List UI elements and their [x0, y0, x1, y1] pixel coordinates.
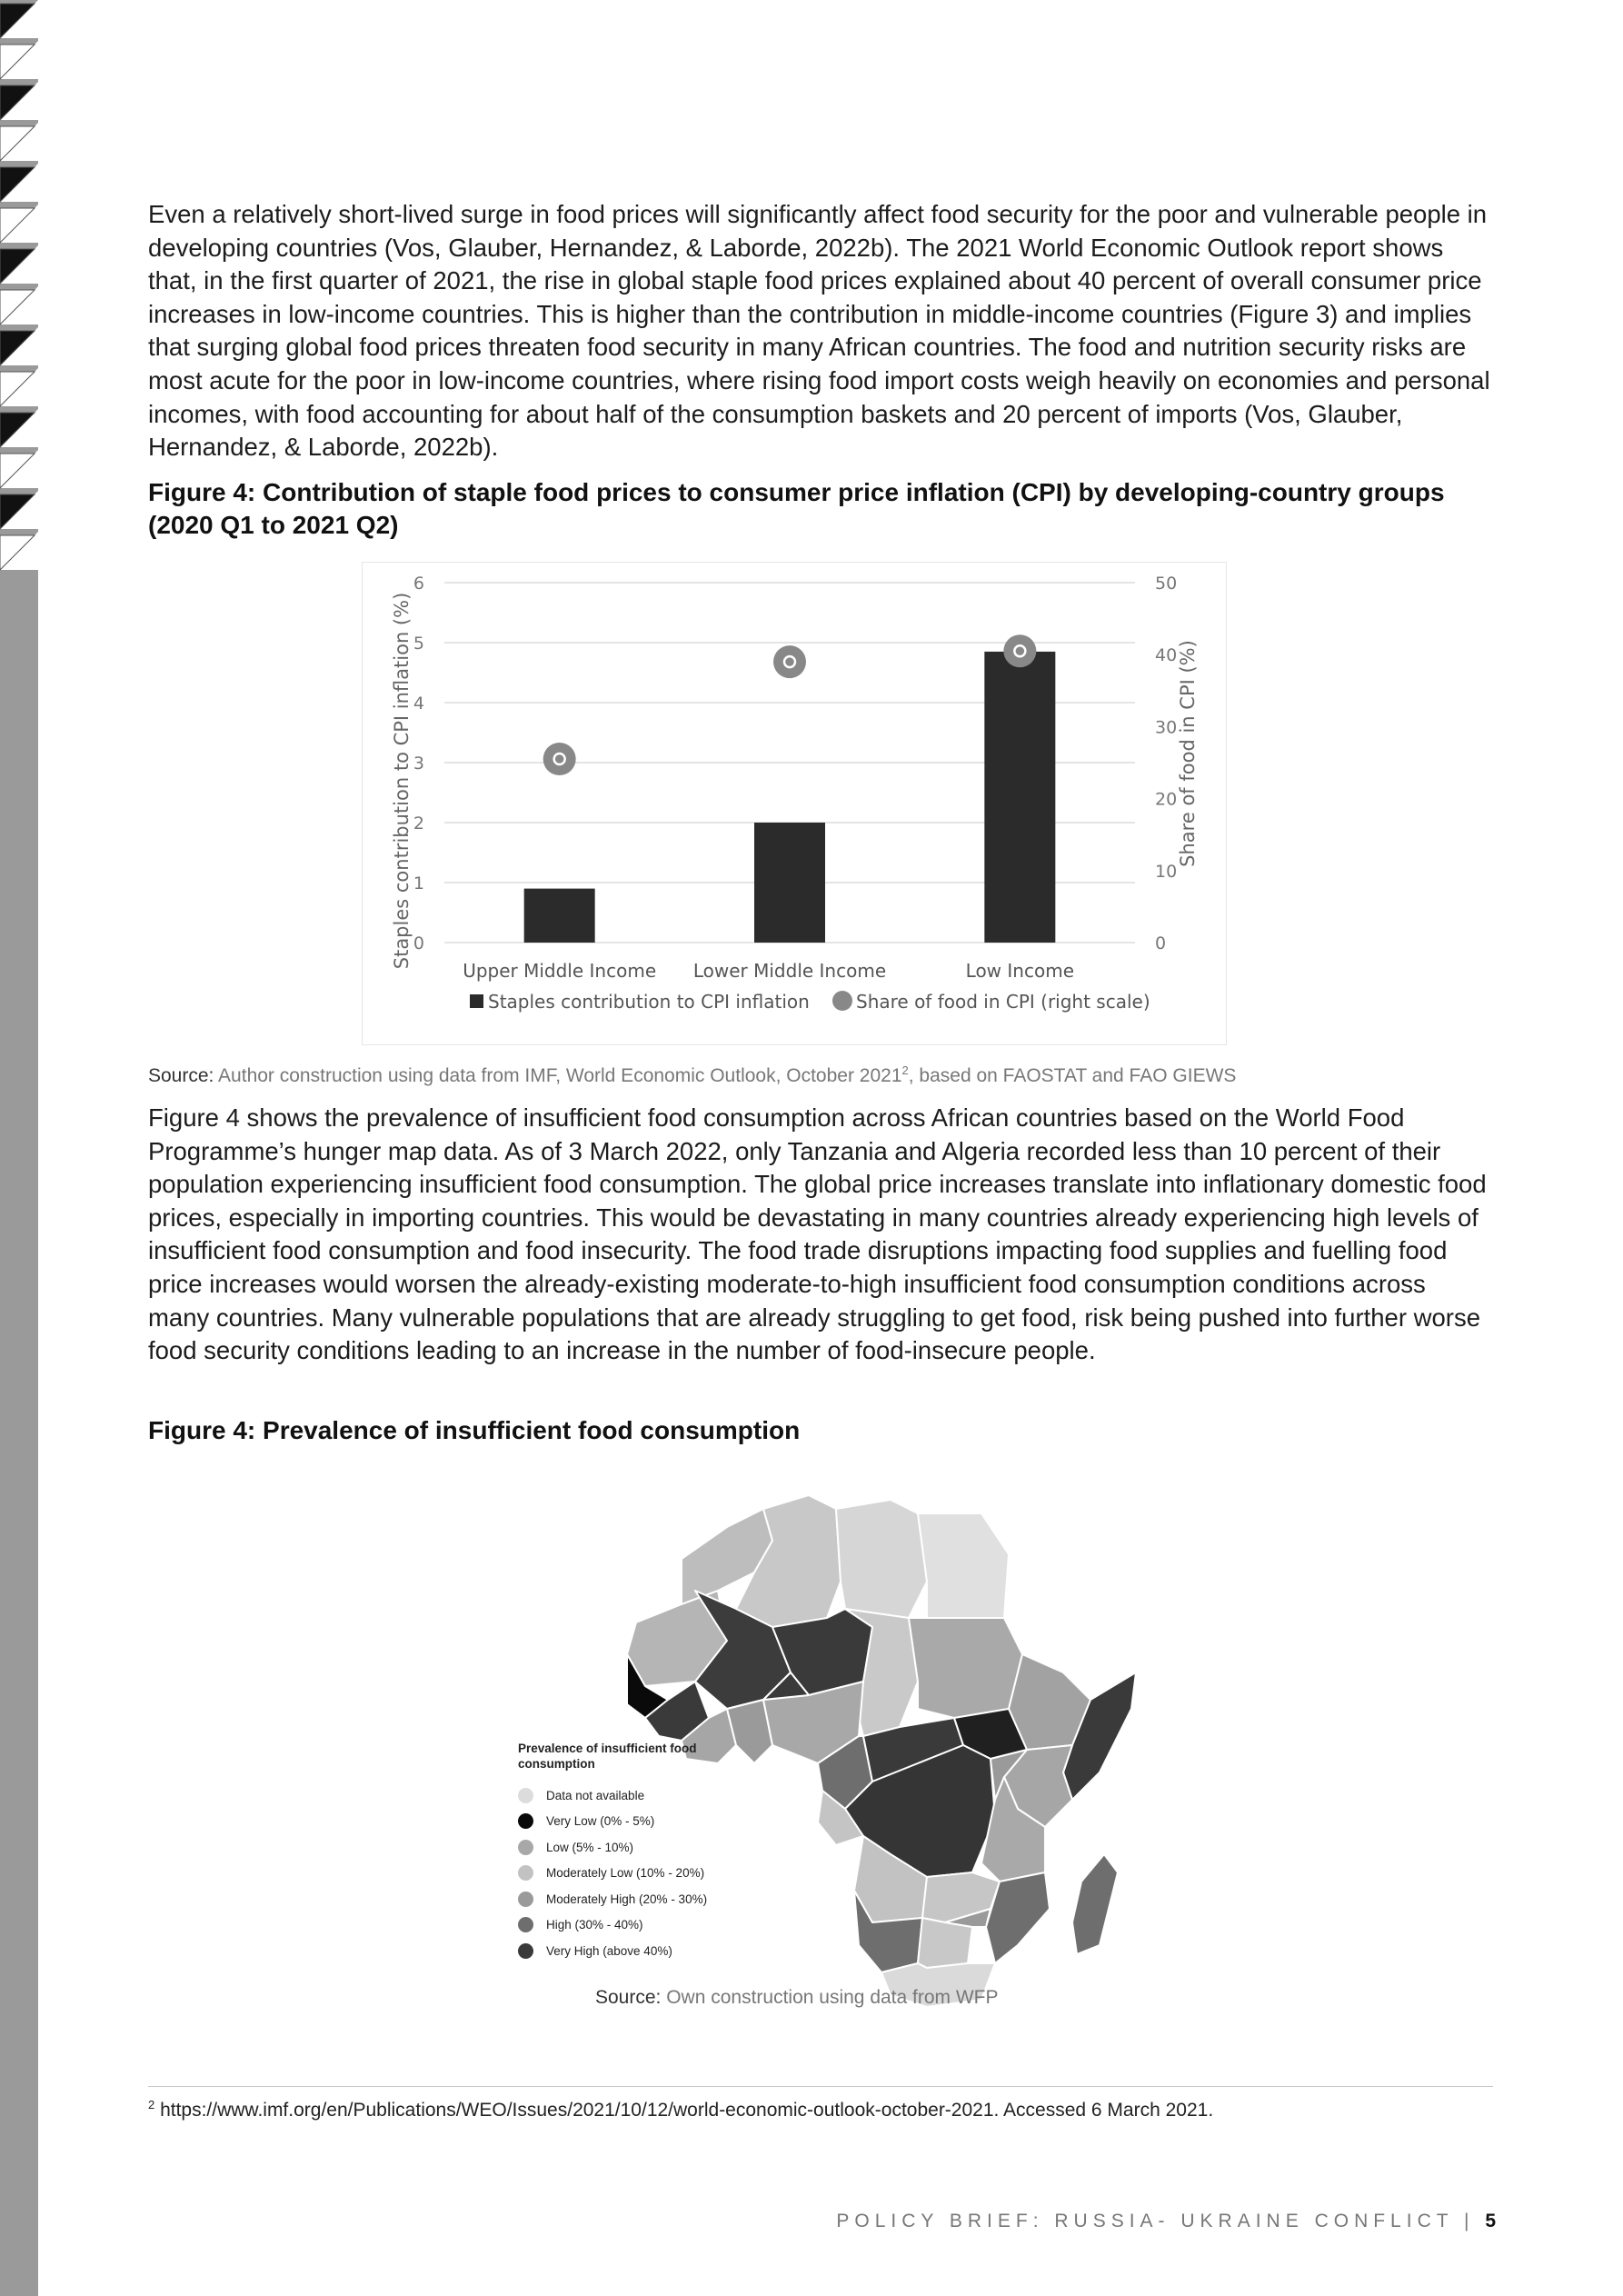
y2-tick-label: 40 [1155, 645, 1178, 666]
x-tick-label: Low Income [965, 960, 1075, 982]
x-tick-label: Lower Middle Income [692, 960, 887, 982]
map-region-sudan [909, 1618, 1022, 1718]
legend-item [518, 1861, 818, 1887]
figure-2-title: Figure 4: Prevalence of insufficient food consumption [148, 1416, 801, 1444]
legend-dot-icon [518, 1943, 533, 1959]
figure-1-title: Figure 4: Contribution of staple food prices to consumer price inflation (CPI) by developing-country groups (2020 Q1 to 2021 Q2) [148, 478, 1445, 539]
source-label-2: Source: [595, 1987, 662, 2008]
chart-container [362, 562, 1227, 1045]
legend-item [518, 1809, 818, 1835]
legend-label: Low (5% - 10%) [546, 1840, 634, 1854]
figure-2-source [595, 1987, 999, 2009]
legend-item [518, 1834, 818, 1861]
y-tick-label: 6 [413, 574, 424, 594]
body-paragraph-2: Figure 4 shows the prevalence of insufficient food consumption across African countries based on the World Food Programme’s hunger map data. As of 3 March 2022, only Tanzania and Algeria recorded less than 10 percent of their population experiencing insufficient food consumption. The global price increases translate into inflationary domestic food prices, especially in importing countries. This would be devastating in many countries already experiencing high levels of insufficient food consumption and food insecurity. The food trade disruptions impacting food supplies and fuelling food price increases would worsen the already-existing moderate-to-high insufficient food consumption conditions across many countries. Many vulnerable populations that are already struggling to get food, risk being pushed into further worse food security conditions leading to an increase in the number of food-insecure people. [148, 1103, 1487, 1365]
y-tick-label: 3 [413, 754, 424, 774]
map-region-libya [836, 1500, 927, 1618]
y-tick-label: 0 [413, 933, 424, 953]
y2-tick-label: 0 [1155, 933, 1167, 953]
legend-dot-icon [518, 1788, 533, 1803]
figure-1-source [148, 1063, 1236, 1087]
legend-label: Very Low (0% - 5%) [546, 1814, 655, 1829]
legend-point-swatch [832, 991, 852, 1011]
footer-text: POLICY BRIEF: RUSSIA- UKRAINE CONFLICT | [836, 2211, 1486, 2231]
legend-dot-icon [518, 1917, 533, 1932]
y-tick-label: 4 [413, 694, 424, 714]
y2-axis-label: Share of food in CPI (%) [1177, 640, 1199, 867]
map-region-madagascar [1072, 1854, 1118, 1954]
source-tail: , based on FAOSTAT and FAO GIEWS [908, 1065, 1237, 1086]
legend-item [518, 1912, 818, 1939]
y2-tick-label: 50 [1155, 574, 1178, 594]
legend-dot-icon [518, 1892, 533, 1907]
bar-chart [363, 563, 1226, 1044]
triangle-pattern-icon [0, 0, 38, 582]
bar [984, 652, 1055, 943]
map-legend [518, 1741, 818, 1964]
page-footer [836, 2211, 1496, 2232]
legend-bar-swatch [470, 994, 483, 1008]
y-tick-label: 5 [413, 634, 424, 654]
bar [754, 823, 825, 943]
y-tick-label: 1 [413, 873, 424, 893]
legend-item [518, 1938, 818, 1964]
source-text-2: Own construction using data from WFP [661, 1987, 999, 2008]
page-number: 5 [1485, 2211, 1496, 2231]
point [1003, 634, 1036, 667]
footnote-text: https://www.imf.org/en/Publications/WEO/Issues/2021/10/12/world-economic-outlook-october-2021. Accessed 6 March 2021. [154, 2100, 1214, 2121]
legend-item [518, 1782, 818, 1809]
legend-entry: Share of food in CPI (right scale) [856, 991, 1150, 1013]
y2-tick-label: 20 [1155, 789, 1178, 810]
source-text: Author construction using data from IMF, World Economic Outlook, October 2021 [214, 1065, 902, 1086]
legend-title-line-1: Prevalence of insufficient food [518, 1742, 697, 1755]
y-tick-label: 2 [413, 814, 424, 834]
y2-tick-label: 10 [1155, 861, 1178, 882]
source-label: Source: [148, 1065, 214, 1086]
legend-title-line-2: consumption [518, 1757, 595, 1771]
source-footnote-ref: 2 [901, 1063, 909, 1077]
footnote [148, 2098, 1213, 2121]
legend-item [518, 1886, 818, 1912]
y-axis-label: Staples contribution to CPI inflation (%) [391, 592, 413, 970]
legend-entry: Staples contribution to CPI inflation [488, 991, 810, 1013]
point [543, 743, 576, 775]
legend-label: Moderately High (20% - 30%) [546, 1892, 708, 1906]
decorative-side-strip [0, 0, 38, 2296]
x-tick-label: Upper Middle Income [463, 960, 657, 982]
footnote-divider [148, 2086, 1493, 2087]
map-region-egypt [918, 1513, 1009, 1618]
legend-dot-icon [518, 1865, 533, 1881]
y2-tick-label: 30 [1155, 717, 1178, 738]
legend-label: Data not available [546, 1788, 645, 1802]
map-legend-title [518, 1741, 818, 1772]
legend-label: Very High (above 40%) [546, 1943, 672, 1958]
legend-label: Moderately Low (10% - 20%) [546, 1866, 705, 1881]
bar [524, 889, 595, 943]
legend-dot-icon [518, 1813, 533, 1829]
body-paragraph-1: Even a relatively short-lived surge in food prices will significantly affect food security for the poor and vulnerable people in developing countries (Vos, Glauber, Hernandez, & Laborde, 2022b). The 2021 World Economic Outlook report shows that, in the first quarter of 2021, the rise in global staple food prices explained about 40 percent of overall consumer price increases in low-income countries. This is higher than the contribution in middle-income countries (Figure 3) and implies that surging global food prices threaten food security in many African countries. The food and nutrition security risks are most acute for the poor in low-income countries, where rising food import costs weigh heavily on economies and personal incomes, with food accounting for about half of the consumption baskets and 20 percent of imports (Vos, Glauber, Hernandez, & Laborde, 2022b). [148, 200, 1490, 462]
point [773, 645, 806, 678]
legend-dot-icon [518, 1840, 533, 1855]
footnote-number: 2 [148, 2098, 155, 2111]
legend-label: High (30% - 40%) [546, 1918, 643, 1932]
